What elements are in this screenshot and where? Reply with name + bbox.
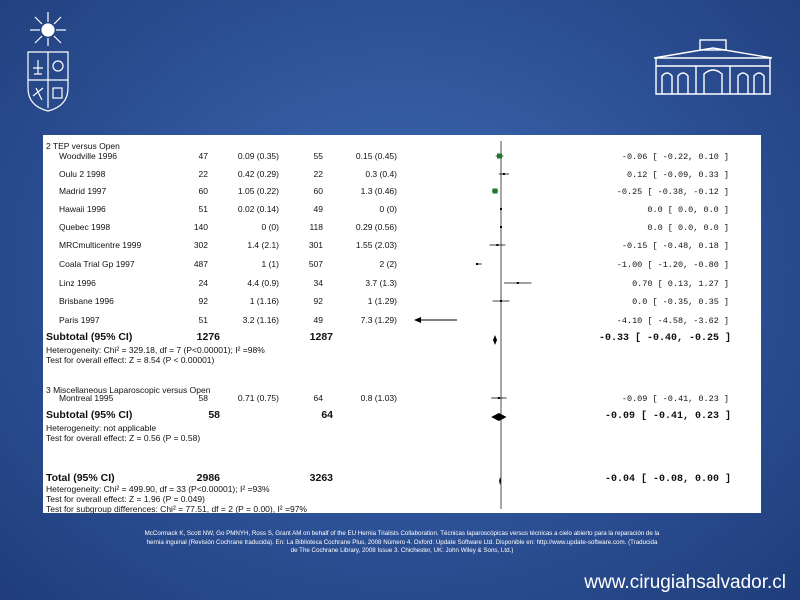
study-name: Oulu 2 1998 bbox=[59, 169, 106, 179]
study-n-open: 118 bbox=[309, 222, 323, 232]
study-n-open: 49 bbox=[313, 204, 323, 214]
sun-icon bbox=[30, 12, 66, 46]
study-mean-lap: 3.2 (1.16) bbox=[242, 315, 279, 325]
study-n-open: 22 bbox=[313, 169, 323, 179]
total-overall-effect-text: Test for overall effect: Z = 1.96 (P = 0.049) bbox=[46, 494, 205, 504]
point-estimate bbox=[517, 282, 519, 284]
study-name: Hawaii 1996 bbox=[59, 204, 106, 214]
subtotal-diamond bbox=[491, 413, 506, 421]
overall-effect-text: Test for overall effect: Z = 0.56 (P = 0.58) bbox=[46, 433, 201, 443]
subtotal-n-lap: 1276 bbox=[196, 331, 220, 343]
study-mean-open: 0.29 (0.56) bbox=[355, 222, 397, 232]
study-mean-lap: 0.71 (0.75) bbox=[237, 393, 279, 403]
total-label: Total (95% CI) bbox=[46, 472, 115, 484]
citation-line-2: hernia inguinal (Revisión Cochrane traducida). En: La Biblioteca Cochrane Plus, 2008 Número 4. Oxford: Update Software Ltd. Disponible en: http://www.update-software.com. (Traducida bbox=[146, 538, 658, 546]
study-mean-lap: 0.02 (0.14) bbox=[237, 204, 279, 214]
group-title: 2 TEP versus Open bbox=[46, 141, 120, 151]
study-n-lap: 487 bbox=[193, 259, 208, 269]
subtotal-n-lap: 58 bbox=[208, 409, 220, 421]
study-ci-text: -0.06 [ -0.22, 0.10 ] bbox=[621, 152, 729, 162]
point-estimate bbox=[497, 154, 502, 159]
study-mean-open: 0 (0) bbox=[379, 204, 397, 214]
study-n-lap: 24 bbox=[198, 278, 208, 288]
study-name: Madrid 1997 bbox=[59, 186, 107, 196]
subtotal-n-open: 3263 bbox=[309, 472, 333, 484]
study-name: MRCmulticentre 1999 bbox=[59, 240, 142, 250]
study-mean-lap: 4.4 (0.9) bbox=[247, 278, 279, 288]
study-ci-text: 0.70 [ 0.13, 1.27 ] bbox=[632, 279, 729, 289]
subtotal-ci-text: -0.09 [ -0.41, 0.23 ] bbox=[604, 411, 731, 422]
study-n-lap: 51 bbox=[198, 315, 208, 325]
study-n-open: 64 bbox=[313, 393, 323, 403]
subtotal-label: Subtotal (95% CI) bbox=[46, 409, 133, 421]
subtotal-ci-text: -0.04 [ -0.08, 0.00 ] bbox=[604, 474, 731, 485]
study-ci-text: 0.12 [ -0.09, 0.33 ] bbox=[626, 170, 729, 180]
subtotal-n-lap: 2986 bbox=[196, 472, 220, 484]
study-n-open: 34 bbox=[313, 278, 323, 288]
point-estimate bbox=[500, 208, 502, 210]
overall-effect-text: Test for overall effect: Z = 8.54 (P < 0.00001) bbox=[46, 355, 215, 365]
study-mean-open: 2 (2) bbox=[379, 259, 397, 269]
study-n-open: 49 bbox=[313, 315, 323, 325]
point-estimate bbox=[503, 173, 505, 175]
study-ci-text: 0.0 [ 0.0, 0.0 ] bbox=[647, 223, 729, 233]
study-mean-open: 0.15 (0.45) bbox=[355, 151, 397, 161]
study-ci-text: -0.25 [ -0.38, -0.12 ] bbox=[616, 187, 729, 197]
subtotal-n-open: 64 bbox=[321, 409, 333, 421]
citation-line-1: McCormack K, Scott NW, Go PMNYH, Ross S, Grant AM on behalf of the EU Hernia Trialists Collaboration. Técnicas laparoscópicas versus técnicas a cielo abierto para la reparación de la bbox=[144, 530, 660, 537]
study-mean-lap: 1.4 (2.1) bbox=[247, 240, 279, 250]
subgroup-differences-text: Test for subgroup differences: Chi² = 77.51, df = 2 (P = 0.00), I² =97% bbox=[46, 504, 307, 513]
study-mean-open: 1.3 (0.46) bbox=[360, 186, 397, 196]
study-n-lap: 60 bbox=[198, 186, 208, 196]
study-mean-open: 0.8 (1.03) bbox=[360, 393, 397, 403]
study-ci-text: 0.0 [ 0.0, 0.0 ] bbox=[647, 205, 729, 215]
point-estimate bbox=[476, 263, 478, 265]
study-n-lap: 51 bbox=[198, 204, 208, 214]
point-estimate bbox=[498, 397, 500, 399]
study-n-lap: 47 bbox=[198, 151, 208, 161]
point-estimate bbox=[500, 226, 502, 228]
study-ci-text: 0.0 [ -0.35, 0.35 ] bbox=[632, 297, 729, 307]
study-mean-lap: 1 (1) bbox=[261, 259, 279, 269]
group-title: 3 Miscellaneous Laparoscopic versus Open bbox=[46, 385, 211, 395]
heterogeneity-text: Heterogeneity: Chi² = 329.18, df = 7 (P<0.00001); I² =98% bbox=[46, 345, 265, 355]
study-name: Coala Trial Gp 1997 bbox=[59, 259, 135, 269]
study-mean-lap: 0.09 (0.35) bbox=[237, 151, 279, 161]
study-mean-lap: 0.42 (0.29) bbox=[237, 169, 279, 179]
arrow-head bbox=[414, 317, 421, 323]
forest-plot-panel bbox=[43, 135, 761, 513]
study-n-lap: 58 bbox=[198, 393, 208, 403]
point-estimate bbox=[496, 244, 498, 246]
total-heterogeneity-text: Heterogeneity: Chi² = 499.90, df = 33 (P<0.00001); I² =93% bbox=[46, 484, 270, 494]
study-name: Linz 1996 bbox=[59, 278, 96, 288]
study-mean-open: 3.7 (1.3) bbox=[365, 278, 397, 288]
study-n-open: 55 bbox=[313, 151, 323, 161]
study-ci-text: -1.00 [ -1.20, -0.80 ] bbox=[616, 260, 729, 270]
study-mean-open: 1.55 (2.03) bbox=[355, 240, 397, 250]
study-n-lap: 140 bbox=[193, 222, 208, 232]
heterogeneity-text: Heterogeneity: not applicable bbox=[46, 423, 157, 433]
study-name: Brisbane 1996 bbox=[59, 296, 114, 306]
subtotal-ci-text: -0.33 [ -0.40, -0.25 ] bbox=[598, 333, 731, 344]
study-n-lap: 92 bbox=[198, 296, 208, 306]
study-mean-open: 1 (1.29) bbox=[367, 296, 397, 306]
study-n-lap: 22 bbox=[198, 169, 208, 179]
point-estimate bbox=[500, 300, 502, 302]
study-name: Montreal 1995 bbox=[59, 393, 114, 403]
study-ci-text: -4.10 [ -4.58, -3.62 ] bbox=[616, 316, 729, 326]
shield-icon bbox=[28, 52, 68, 111]
hospital-building-logo bbox=[652, 38, 774, 96]
citation bbox=[70, 530, 734, 556]
study-mean-open: 0.3 (0.4) bbox=[365, 169, 397, 179]
study-n-open: 301 bbox=[308, 240, 323, 250]
study-name: Paris 1997 bbox=[59, 315, 100, 325]
study-ci-text: -0.15 [ -0.48, 0.18 ] bbox=[621, 241, 729, 251]
study-n-open: 507 bbox=[308, 259, 323, 269]
study-mean-lap: 1 (1.16) bbox=[249, 296, 279, 306]
study-mean-lap: 0 (0) bbox=[261, 222, 279, 232]
study-name: Woodville 1996 bbox=[59, 151, 117, 161]
study-n-lap: 302 bbox=[193, 240, 208, 250]
university-crest-logo bbox=[22, 8, 74, 113]
forest-plot bbox=[43, 135, 761, 513]
subtotal-n-open: 1287 bbox=[309, 331, 333, 343]
study-n-open: 60 bbox=[313, 186, 323, 196]
study-mean-open: 7.3 (1.29) bbox=[360, 315, 397, 325]
study-mean-lap: 1.05 (0.22) bbox=[237, 186, 279, 196]
subtotal-label: Subtotal (95% CI) bbox=[46, 331, 133, 343]
citation-line-3: de The Cochrane Library, 2008 Issue 3. Chichester, UK: John Wiley & Sons, Ltd.) bbox=[290, 547, 514, 555]
study-ci-text: -0.09 [ -0.41, 0.23 ] bbox=[621, 394, 729, 404]
study-name: Quebec 1998 bbox=[59, 222, 111, 232]
point-estimate bbox=[493, 189, 498, 194]
study-n-open: 92 bbox=[313, 296, 323, 306]
website-url: www.cirugiahsalvador.cl bbox=[584, 572, 786, 593]
subtotal-diamond bbox=[493, 335, 497, 345]
